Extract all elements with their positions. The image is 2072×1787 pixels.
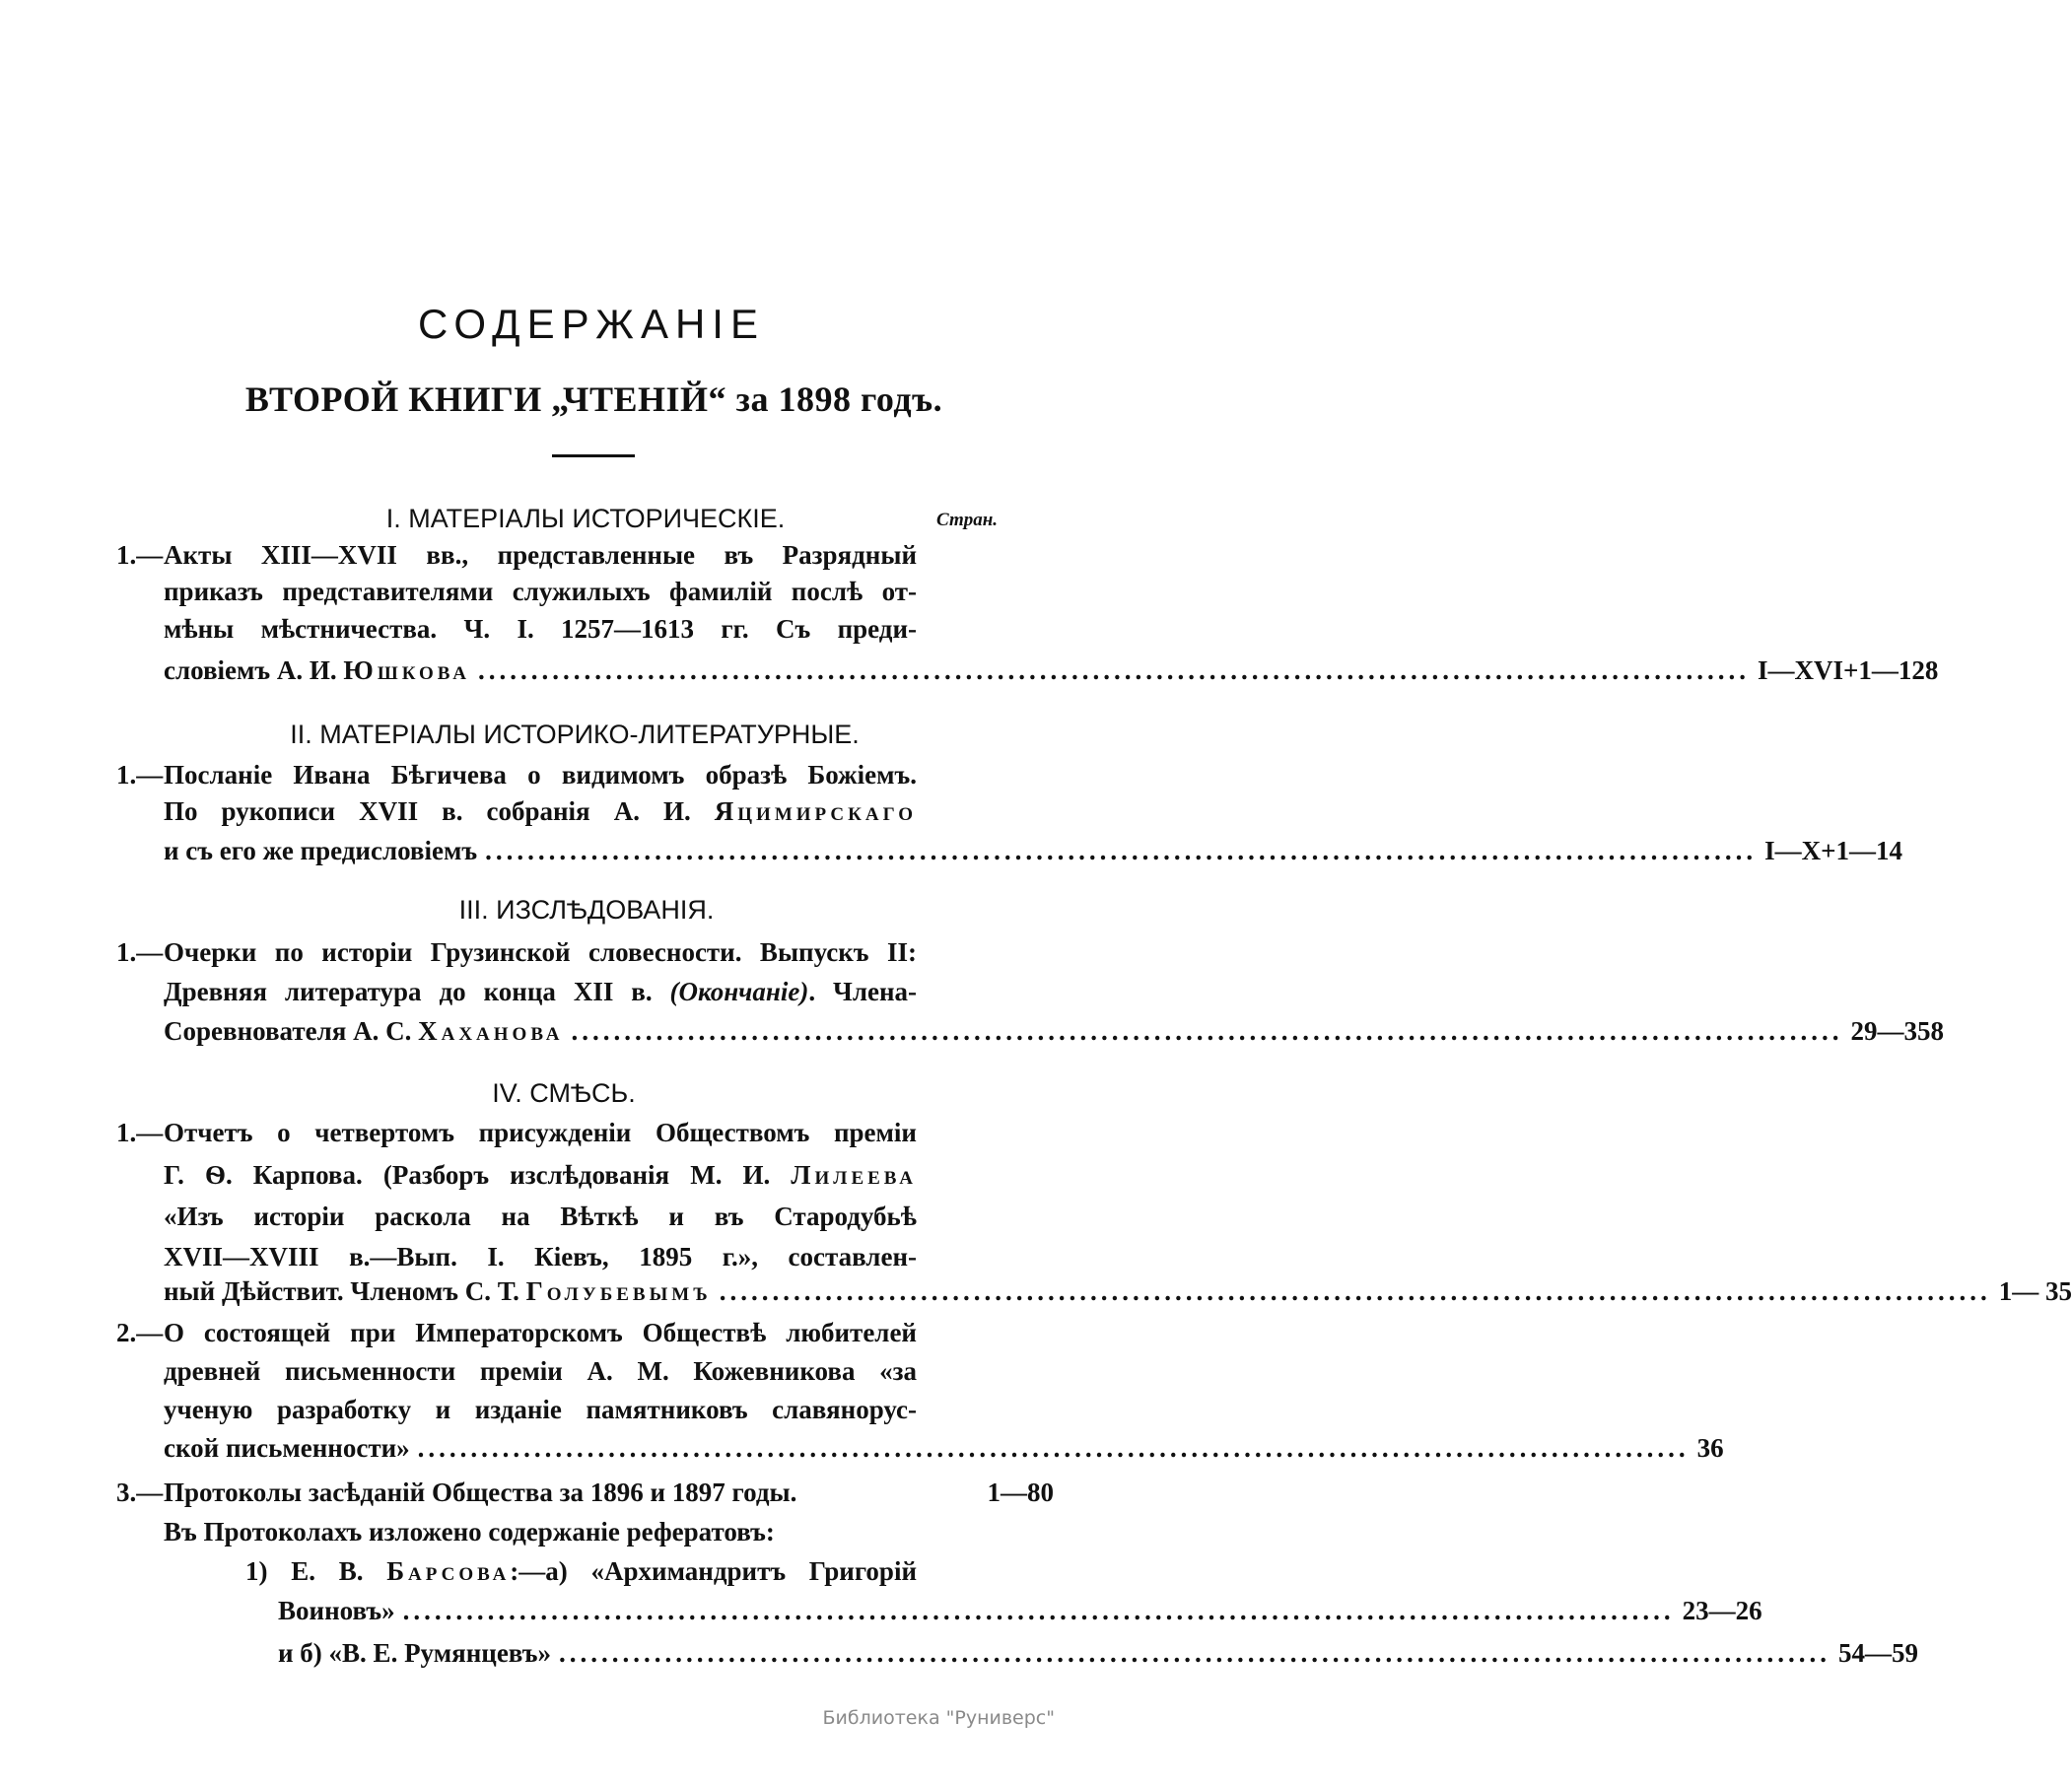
text-segment: ской письменности» xyxy=(164,1433,410,1463)
text-segment: приказъ представителями служилыхъ фамилій послѣ от- xyxy=(164,577,917,606)
entry-text xyxy=(278,1633,551,1673)
italic-note: (Окончаніе) xyxy=(669,977,809,1006)
text-segment: ный Дѣйствит. Членомъ С. Т. xyxy=(164,1276,526,1306)
text-segment: По рукописи XVII в. собранія А. И. xyxy=(164,796,715,826)
dot-leader: ........................................................................................................................ xyxy=(477,655,1750,685)
toc-line xyxy=(164,1237,917,1276)
text-segment: Древняя литература до конца XII в. xyxy=(164,977,670,1006)
text-segment: Очерки по исторіи Грузинской словесности. Выпускъ II: xyxy=(164,937,917,967)
entry-text xyxy=(164,1473,796,1512)
toc-line xyxy=(164,1390,917,1429)
text-segment: Отчетъ о четвертомъ присужденіи Обществомъ преміи xyxy=(164,1118,917,1147)
text-segment: Акты XIII—XVII вв., представленные въ Разрядный xyxy=(164,540,917,570)
watermark: Библиотека "Руниверс" xyxy=(822,1707,1055,1729)
entry-text xyxy=(278,1591,395,1630)
entry-number: 1.— xyxy=(116,1118,164,1147)
entry-text xyxy=(164,932,917,972)
text-segment: О состоящей при Императорскомъ Обществѣ любителей xyxy=(164,1318,917,1347)
entry-text xyxy=(164,1113,917,1152)
text-segment: :—а) «Архимандритъ Григорій xyxy=(510,1556,918,1586)
text-segment: Протоколы засѣданій Общества за 1896 и 1897 годы. xyxy=(164,1478,797,1507)
text-segment: «Изъ исторіи раскола на Вѣткѣ и въ Стародубьѣ xyxy=(164,1202,917,1231)
page-range: I—X+1—14 xyxy=(1764,836,1903,865)
text-segment: Соревнователя А. С. xyxy=(164,1016,419,1046)
entry-text xyxy=(164,572,917,611)
dot-leader: ........................................................................................................................ xyxy=(485,836,1758,865)
toc-line xyxy=(164,651,1939,690)
entry-text xyxy=(164,1272,712,1311)
dot-leader: ........................................................................................................................ xyxy=(719,1276,1991,1306)
toc-line xyxy=(164,572,917,611)
toc-line xyxy=(164,1473,1054,1512)
page-range: 36 xyxy=(1696,1433,1724,1463)
entry-text xyxy=(164,1390,917,1429)
text-segment: и б) «В. Е. Румянцевъ» xyxy=(278,1638,551,1668)
dot-leader: ........................................................................................................................ xyxy=(417,1433,1690,1463)
section-heading: III. ИЗСЛѢДОВАНІЯ. xyxy=(458,895,715,925)
entry-text xyxy=(164,1197,917,1236)
text-segment: Посланіе Ивана Бѣгичева о видимомъ образѣ Божіемъ. xyxy=(164,760,917,790)
toc-line xyxy=(164,1011,1945,1051)
toc-line xyxy=(164,1272,2072,1311)
page-range: 29—358 xyxy=(1850,1016,1945,1046)
page-subtitle: ВТОРОЙ КНИГИ „ЧТЕНІЙ“ за 1898 годъ. xyxy=(244,379,943,419)
entry-text xyxy=(164,609,917,649)
toc-line xyxy=(164,972,917,1011)
entry-number: 1.— xyxy=(116,760,164,790)
entry-text xyxy=(164,535,917,575)
toc-line xyxy=(164,831,1903,870)
text-segment: . Члена- xyxy=(808,977,918,1006)
entry-text xyxy=(164,1351,917,1391)
entry-text xyxy=(164,791,917,831)
dot-leader: ........................................................................................................................ xyxy=(402,1596,1675,1625)
toc-line xyxy=(278,1633,1918,1673)
entry-text xyxy=(164,1011,564,1051)
page-range: 1—80 xyxy=(987,1478,1054,1507)
section-heading: II. МАТЕРІАЛЫ ИСТОРИКО-ЛИТЕРАТУРНЫЕ. xyxy=(290,720,860,749)
page-range: 54—59 xyxy=(1837,1638,1918,1668)
section-heading: IV. СМѢСЬ. xyxy=(492,1078,636,1108)
entry-text xyxy=(164,1313,917,1352)
text-segment: Воиновъ» xyxy=(278,1596,395,1625)
entry-text xyxy=(164,651,470,690)
text-segment: мѣны мѣстничества. Ч. I. 1257—1613 гг. Съ преди- xyxy=(164,614,917,644)
toc-line xyxy=(164,1351,917,1391)
entry-number: 1.— xyxy=(116,937,164,967)
author-name: Яцимирскаго xyxy=(714,796,917,826)
toc-line xyxy=(164,791,917,831)
entry-text xyxy=(164,831,477,870)
author-name: Голубевымъ xyxy=(525,1276,712,1306)
page-range: I—XVI+1—128 xyxy=(1757,655,1939,685)
entry-text xyxy=(164,755,917,794)
entry-text xyxy=(164,972,917,1011)
text-segment: древней письменности преміи А. М. Кожевникова «за xyxy=(164,1356,917,1386)
text-segment: словіемъ А. И. xyxy=(164,655,344,685)
entry-text xyxy=(164,1428,410,1468)
dot-leader: ........................................................................................................................ xyxy=(558,1638,1830,1668)
toc-line xyxy=(245,1551,917,1591)
entry-text xyxy=(164,1237,917,1276)
toc-line xyxy=(164,932,917,972)
toc-line xyxy=(164,755,917,794)
toc-line xyxy=(164,1313,917,1352)
text-segment: Въ Протоколахъ изложено содержаніе рефератовъ: xyxy=(164,1517,775,1546)
author-name: Лилеева xyxy=(791,1160,917,1190)
toc-line xyxy=(164,1155,917,1195)
section-heading: I. МАТЕРІАЛЫ ИСТОРИЧЕСКІЕ. xyxy=(385,504,786,533)
page-title: СОДЕРЖАНІЕ xyxy=(418,301,765,347)
author-name: Барсова xyxy=(386,1556,511,1586)
toc-line xyxy=(164,609,917,649)
toc-line xyxy=(164,1197,917,1236)
entry-text xyxy=(164,1512,775,1551)
page-range: 1— 35 xyxy=(1998,1276,2072,1306)
author-name: Хаханова xyxy=(418,1016,564,1046)
author-name: Юшкова xyxy=(343,655,470,685)
page-range: 23—26 xyxy=(1682,1596,1762,1625)
toc-line xyxy=(278,1591,1762,1630)
toc-line xyxy=(164,1113,917,1152)
dot-leader: ........................................................................................................................ xyxy=(571,1016,1843,1046)
toc-line xyxy=(164,1428,1724,1468)
text-segment: XVII—XVIII в.—Вып. I. Кіевъ, 1895 г.», составлен- xyxy=(164,1242,917,1272)
entry-number: 3.— xyxy=(116,1478,164,1507)
entry-text xyxy=(245,1551,917,1591)
entry-text xyxy=(164,1155,917,1195)
text-segment: и съ его же предисловіемъ xyxy=(164,836,478,865)
text-segment: Г. Ѳ. Карпова. (Разборъ изслѣдованія М. И. xyxy=(164,1160,792,1190)
entry-number: 1.— xyxy=(116,540,164,570)
toc-line xyxy=(164,535,917,575)
text-segment: 1) Е. В. xyxy=(245,1556,387,1586)
page-column-label: Стран. xyxy=(936,510,999,530)
toc-line xyxy=(164,1512,917,1551)
text-segment: ученую разработку и изданіе памятниковъ славянорус- xyxy=(164,1395,917,1424)
divider xyxy=(552,454,635,457)
entry-number: 2.— xyxy=(116,1318,164,1347)
